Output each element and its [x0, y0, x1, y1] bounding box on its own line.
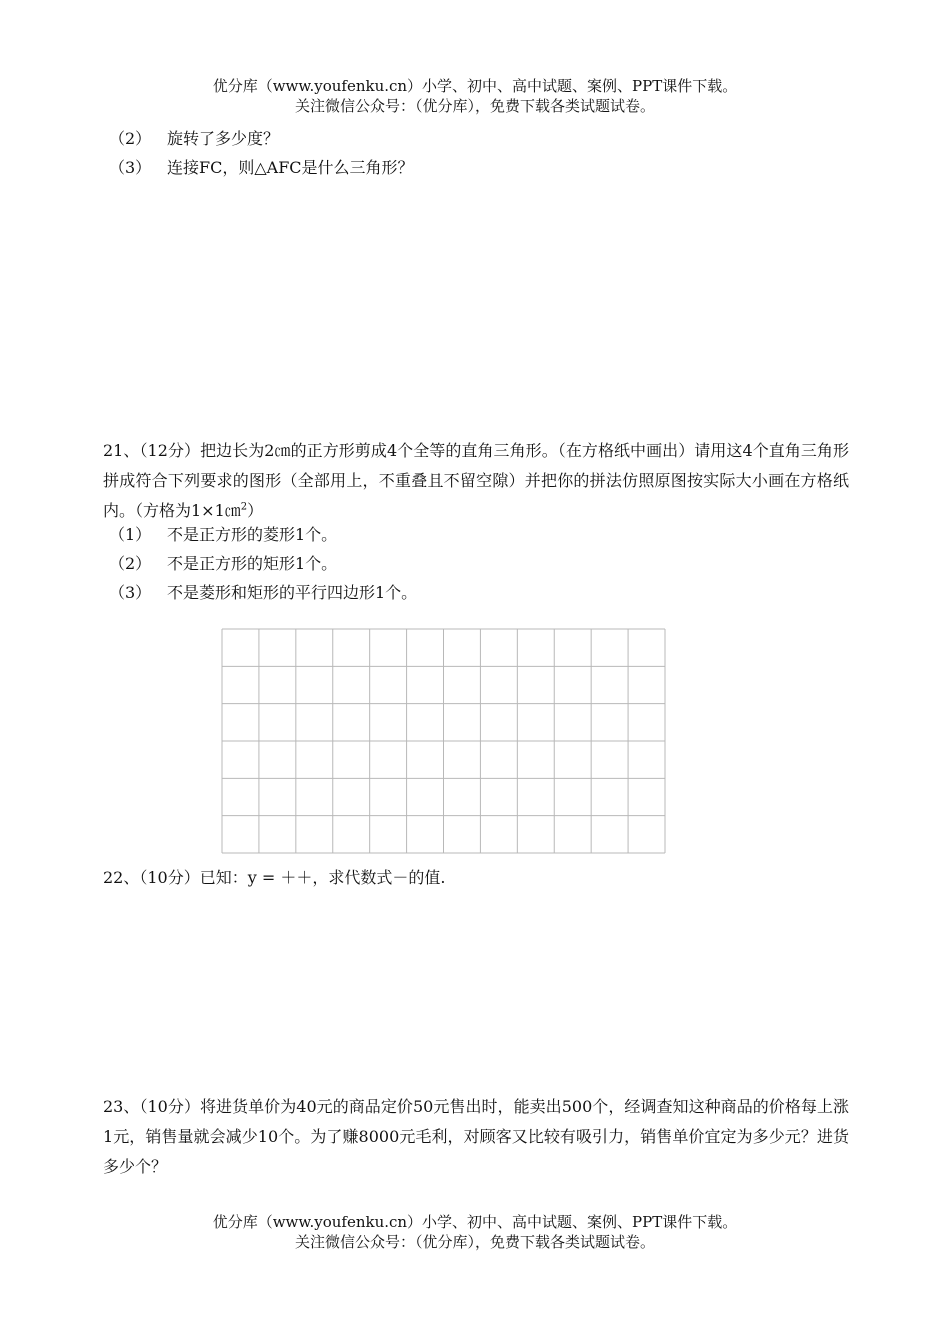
q20-sub-3-text: 连接FC，则△AFC是什么三角形？	[167, 158, 414, 177]
q20-sub-2	[109, 128, 279, 150]
q21-text-end: ）	[247, 501, 264, 520]
q23-question-text: 23、（10分）将进货单价为40元的商品定价50元售出时，能卖出500个，经调查知这种商品的价格每上涨1元，销售量就会减少10个。为了赚8000元毛利，对顾客又比较有吸引力，销售单价宜定为多少元？进货多少个？	[103, 1097, 849, 1176]
q20-sub-2-number: （2）	[109, 129, 152, 148]
q21-sub-1	[109, 524, 337, 546]
q20-sub-3	[109, 157, 414, 179]
q22-question-text: 22、（10分）已知：y = ＋＋，求代数式－的值.	[103, 868, 446, 887]
page-header-line-2: 关注微信公众号：（优分库），免费下载各类试题试卷。	[294, 97, 655, 115]
q21-sub-1-text: 不是正方形的菱形1个。	[167, 525, 338, 544]
q21-sub-3	[109, 582, 417, 604]
q21-sub-3-number: （3）	[109, 583, 152, 602]
graph-paper-grid[interactable]	[221, 628, 666, 854]
page-footer-line-1: 优分库（www.youfenku.cn）小学、初中、高中试题、案例、PPT课件下载。	[212, 1213, 738, 1231]
q21-text-superscript: 2	[240, 501, 248, 513]
q21-sub-2-number: （2）	[109, 554, 152, 573]
q21-sub-1-number: （1）	[109, 525, 152, 544]
q21-sub-3-text: 不是菱形和矩形的平行四边形1个。	[167, 583, 418, 602]
q20-sub-3-number: （3）	[109, 158, 152, 177]
page-footer-line-2: 关注微信公众号：（优分库），免费下载各类试题试卷。	[294, 1233, 655, 1251]
q21-sub-2-text: 不是正方形的矩形1个。	[167, 554, 338, 573]
page-header-line-1: 优分库（www.youfenku.cn）小学、初中、高中试题、案例、PPT课件下载。	[212, 77, 738, 95]
q21-sub-2	[109, 553, 337, 575]
q21-text-main: 21、（12分）把边长为2㎝的正方形剪成4个全等的直角三角形。（在方格纸中画出）请用这4个直角三角形拼成符合下列要求的图形（全部用上，不重叠且不留空隙）并把你的拼法仿照原图按实际大小画在方格纸内。（方格为1×1㎝	[103, 441, 849, 520]
q21-question-text	[103, 436, 849, 526]
q20-sub-2-text: 旋转了多少度？	[167, 129, 280, 148]
